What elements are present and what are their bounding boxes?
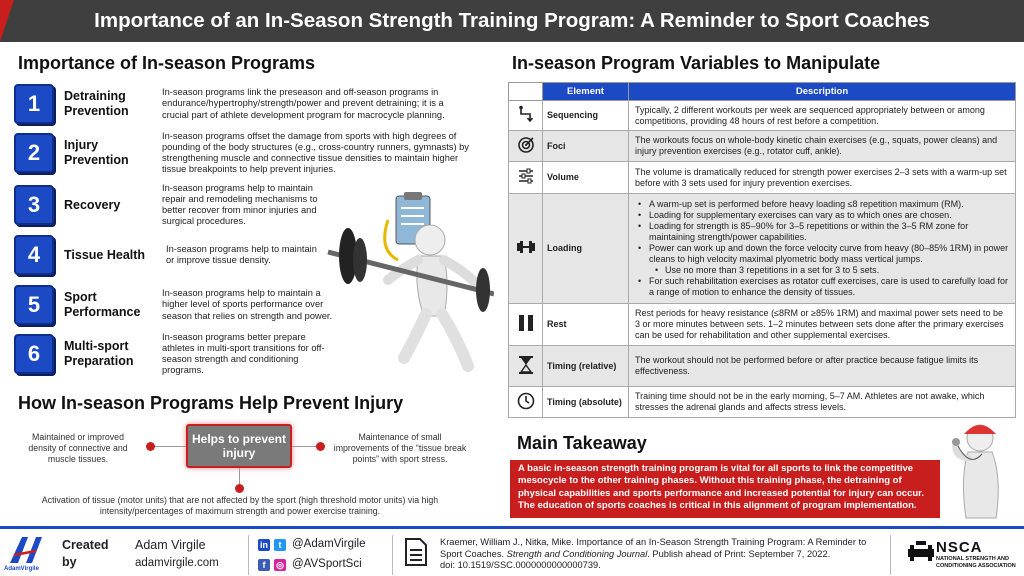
bullet-item: • Loading for supplementary exercises can vary as to which ones are chosen.: [635, 210, 1009, 221]
page-title: Importance of an In-Season Strength Training Program: A Reminder to Sport Coaches: [94, 9, 930, 32]
banner-accent: [0, 0, 14, 42]
reference-publication: . Publish ahead of Print: September 7, 2022.: [647, 548, 831, 559]
element-description: The workouts focus on whole-body kinetic chain exercises (e.g., squats, power cleans) and injury prevention exercises (e.g., rotator cuff, ankle).: [629, 131, 1016, 162]
title-banner: [0, 0, 1024, 42]
pause-icon: [518, 314, 534, 332]
number-badge: 2: [14, 133, 54, 173]
clock-icon: [517, 392, 535, 410]
icon-column-header: [509, 83, 543, 101]
sliders-icon: [517, 167, 535, 185]
footer: [0, 526, 1024, 576]
connector-dot-left: [146, 442, 155, 451]
bullet-item: • A warm-up set is performed before heavy loading ≤8 repetition maximum (RM).: [635, 199, 1009, 210]
importance-item-2: [14, 131, 484, 175]
element-label: Foci: [543, 131, 629, 162]
description-column-header: Description: [629, 83, 1016, 101]
journal-name: Strength and Conditioning Journal: [506, 548, 648, 559]
variables-title: In-season Program Variables to Manipulate: [512, 53, 881, 73]
importance-description: In-season programs better prepare athletes in multi-sport transitions for off-season strength and conditioning programs.: [162, 331, 325, 376]
importance-label: Injury Prevention: [64, 138, 129, 167]
element-description: Rest periods for heavy resistance (≤8RM or ≥85% 1RM) and maximal power sets need to be 3 or more minutes between sets. 1–2 minutes between sets done after the primary exercises can be used for rehabilitation and other supplemental exercises.: [629, 304, 1016, 346]
nsca-logo-text: NSCA: [936, 539, 983, 556]
hourglass-icon: [518, 355, 534, 375]
takeaway-title: Main Takeaway: [517, 433, 647, 453]
sub-bullet-item: • Use no more than 3 repetitions in a set for 3 to 5 sets.: [635, 265, 1009, 276]
footer-divider: [890, 535, 891, 575]
bullet-item: • For such rehabilitation exercises as rotator cuff exercises, care is used to carefully load for a range of motion to enhance the density of tissues.: [635, 276, 1009, 298]
created-by-label: Created by: [62, 538, 109, 569]
injury-point-bottom: Activation of tissue (motor units) that are not affected by the sport (high threshold motor units) via high intensity/percentages of maximum strength and power exercise training.: [41, 495, 439, 516]
footer-divider: [392, 535, 393, 575]
table-row: [509, 101, 1016, 131]
element-label: Rest: [543, 304, 629, 346]
importance-label: Tissue Health: [64, 247, 146, 262]
element-description: [629, 194, 1016, 304]
social-handle-primary[interactable]: @AdamVirgile: [292, 538, 366, 550]
connector-dot-bottom: [235, 484, 244, 493]
element-label: Loading: [543, 194, 629, 304]
element-label: Timing (absolute): [543, 387, 629, 418]
linkedin-icon: in: [260, 540, 268, 550]
number-badge: 1: [14, 84, 54, 124]
adamvirgile-logo-icon: [6, 533, 48, 565]
importance-item-1: [14, 82, 484, 126]
injury-title: How In-season Programs Help Prevent Injury: [18, 393, 404, 413]
table-row: [509, 387, 1016, 418]
importance-description: In-season programs help to maintain repair and remodeling mechanisms to better recover from minor injuries and surgical procedures.: [162, 182, 318, 227]
logo-text: AdamVirgile: [4, 566, 39, 572]
number-badge: 5: [14, 285, 54, 325]
element-label: Volume: [543, 162, 629, 194]
author-website: adamvirgile.com: [135, 557, 219, 569]
importance-description: In-season programs help to maintain or improve tissue density.: [166, 243, 317, 265]
facebook-icon: f: [258, 559, 270, 571]
importance-label: Multi-sport Preparation: [64, 339, 134, 368]
dumbbell-icon: [516, 240, 536, 254]
table-row: [509, 304, 1016, 346]
bullet-item: • Loading for strength is 85–90% for 3–5 repetitions or within the 3–5 RM zone for maintaining strength/power capabilities.: [635, 221, 1009, 243]
injury-point-left: Maintained or improved density of connective and muscle tissues.: [28, 432, 128, 464]
importance-title: Importance of In-season Programs: [18, 53, 316, 73]
element-description: Typically, 2 different workouts per week are sequenced appropriately between or among competitions, providing 48 hours of rest before a competition.: [629, 101, 1016, 131]
reference-doi[interactable]: doi: 10.1519/SSC.0000000000000739.: [440, 560, 601, 570]
importance-description: In-season programs link the preseason and off-season programs in endurance/hypertrophy/strength/power and prevent detraining; it is a crucial part of athlete development program for macrocycle planning.: [162, 87, 445, 120]
author-name: Adam Virgile: [135, 538, 206, 552]
table-row: [509, 346, 1016, 387]
importance-description: In-season programs offset the damage from sports with high degrees of pounding of the body structures (e.g., cross-country runners, gymnasts) by strengthening muscle and connective tissue densities to maintain higher tissue breakpoints to help prevent injuries.: [162, 130, 469, 175]
importance-description: In-season programs help to maintain a higher level of sports performance over season that relies on strength and power.: [162, 288, 333, 321]
element-description: The workout should not be performed before or after practice because fatigue limits its effectiveness.: [629, 346, 1016, 387]
injury-point-right: Maintenance of small improvements of the “tissue break points” with sport stress.: [333, 432, 467, 464]
twitter-icon: t: [274, 539, 286, 551]
nsca-subtitle: NATIONAL STRENGTH AND CONDITIONING ASSOCIATION: [936, 556, 1016, 569]
takeaway-box: A basic in-season strength training program is vital for all sports to link the competitive mesocycle to the other training phases. Without this training phase, the detraining of physical capabilities and sports performance and increased potential for injury can occur. The education of sports coaches is critical in this alignment of program implementation.: [510, 460, 940, 518]
element-column-header: Element: [543, 83, 629, 101]
instagram-icon: ◎: [274, 559, 286, 571]
number-badge: 6: [14, 334, 54, 374]
connector-dot-right: [316, 442, 325, 451]
table-row: [509, 131, 1016, 162]
importance-label: Recovery: [64, 197, 121, 212]
connector-line-left: [150, 446, 186, 447]
reference-citation: [440, 537, 880, 572]
element-description: The volume is dramatically reduced for strength power exercises 2–3 sets with a warm-up set before with 3 sets used for injury prevention exercises.: [629, 162, 1016, 194]
target-icon: [517, 136, 535, 154]
nsca-logo-icon: [908, 541, 934, 565]
element-label: Timing (relative): [543, 346, 629, 387]
sequencing-icon: [517, 105, 535, 123]
element-label: Sequencing: [543, 101, 629, 131]
reference-text: Kraemer, William J., Nitka, Mike. Importance of an In-Season Strength Training Program: A Reminder to Sport Coaches.: [440, 537, 867, 559]
document-icon: [404, 537, 428, 567]
footer-divider: [248, 535, 249, 575]
importance-label: Sport Performance: [64, 290, 141, 319]
table-row: [509, 194, 1016, 304]
number-badge: 3: [14, 185, 54, 225]
table-row: [509, 162, 1016, 194]
importance-label: Detraining Prevention: [64, 89, 129, 118]
variables-table: [508, 82, 1016, 418]
loading-bullets: [635, 199, 1009, 298]
bullet-item: • Power can work up and down the force velocity curve from heavy (80–85% 1RM) in power cleans to high velocity maximal plyometric body mass vertical jumps.: [635, 243, 1009, 265]
coach-illustration: [944, 418, 1014, 522]
number-badge: 4: [14, 235, 54, 275]
element-description: Training time should not be in the early morning, 5–7 AM. Athletes are not awake, which stresses the adrenal glands and affects stress levels.: [629, 387, 1016, 418]
weightlifter-illustration: [318, 190, 494, 380]
helps-prevent-injury-box: Helps to prevent injury: [186, 424, 292, 468]
social-handle-secondary[interactable]: @AVSportSci: [292, 558, 362, 570]
